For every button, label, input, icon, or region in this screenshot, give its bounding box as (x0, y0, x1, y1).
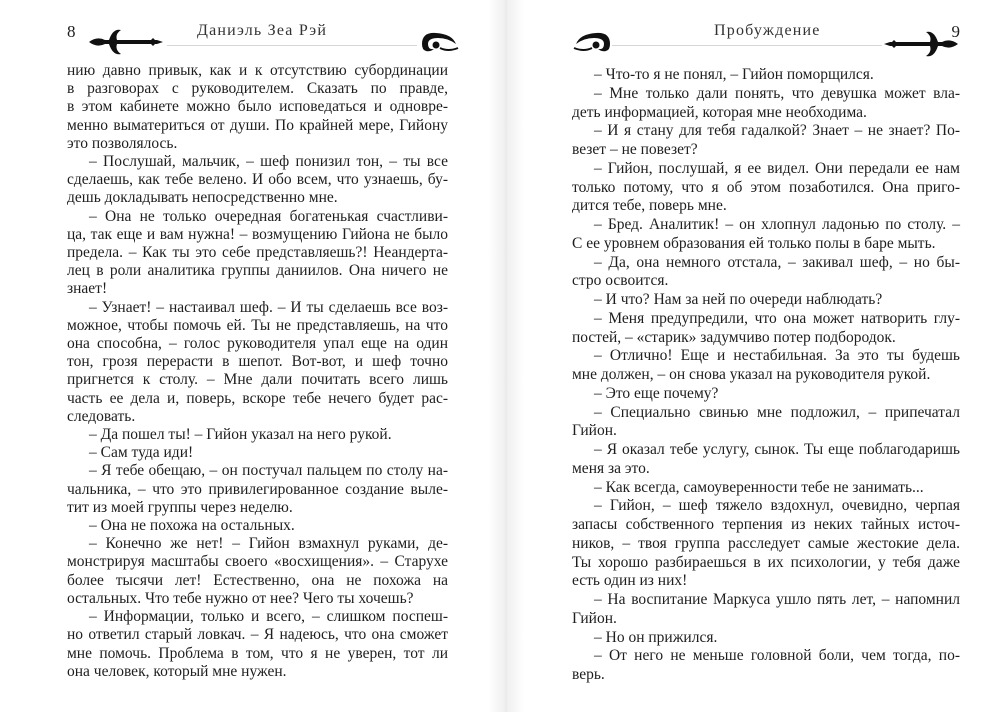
paragraph (572, 629, 960, 648)
text-line: – Да пошел ты! – Гийон указал на него рукой. (89, 426, 392, 444)
text-line: чальника, – что это привилегированное создание выле- (67, 480, 448, 498)
paragraph (572, 216, 960, 254)
text-line: – Бред. Аналитик! – он хлопнул ладонью по столу. – (594, 216, 960, 233)
paragraph (572, 347, 960, 385)
paragraph (67, 517, 448, 535)
page-text (572, 66, 960, 685)
text-line: знает! (67, 280, 108, 298)
text-line: лец в роли аналитика группы даниилов. Она ничего не (67, 262, 448, 280)
text-line: Ты хорошо разбираешься в их психологии, у тебя даже (572, 553, 960, 571)
fleuron-arrow-icon (87, 26, 163, 58)
text-line: – Это еще почему? (594, 384, 719, 402)
paragraph (572, 591, 960, 629)
text-line: – Да, она немного отстала, – закивал шеф, – но бы- (594, 253, 960, 271)
swirl-ornament-icon (418, 30, 460, 54)
page-number: 8 (67, 22, 76, 41)
text-line: мне помочь. Проблема в том, что я не уверен, тот ли (67, 644, 448, 662)
paragraph (572, 310, 960, 348)
text-line: – И что? Нам за ней по очереди наблюдать? (594, 291, 883, 308)
text-line: – Послушай, мальчик, – шеф понизил тон, – ты все (89, 153, 448, 171)
swirl-ornament-icon (572, 30, 614, 54)
text-line: сделаешь, как тебе велено. И обо всем, что узнаешь, бу- (67, 171, 448, 189)
text-line: везет – не повезет? (572, 141, 698, 158)
text-line: дешь докладывать непосредственно мне. (67, 189, 338, 207)
text-line: пригнется к столу. – Мне дали почитать всего лишь (67, 371, 448, 389)
text-line: – Конечно же нет! – Гийон взмахнул руками, де- (89, 535, 448, 553)
paragraph (572, 122, 960, 160)
text-line: – Информации, только и всего, – слишком поспеш- (89, 608, 448, 626)
text-line: – И я стану для тебя гадалкой? Знает – не знает? По- (594, 122, 960, 140)
text-line: нию давно привык, как и к отсутствию субординации (67, 62, 448, 79)
text-line: – Как всегда, самоуверенности тебе не занимать... (594, 478, 924, 496)
header-rule (167, 45, 417, 46)
paragraph (67, 153, 448, 208)
paragraph (572, 66, 960, 85)
text-line: – На воспитание Маркуса ушло пять лет, – напомнил (594, 591, 960, 608)
right-page (572, 0, 960, 712)
text-line: запасы собственного терпения из неких тайных источ- (572, 516, 960, 533)
text-line: меня за это. (572, 459, 650, 477)
text-line: – Гийон, – шеф тяжело вздохнул, очевидно, черпая (594, 497, 960, 515)
text-line: – Отлично! Еще и нестабильная. За это ты будешь (594, 347, 960, 365)
paragraph (572, 647, 960, 685)
paragraph (572, 497, 960, 591)
text-line: мне должен, – он снова указал на руководителя рукой. (572, 366, 931, 383)
text-line: – Что-то я не понял, – Гийон поморщился. (594, 66, 874, 83)
text-line: – Мне только дали понять, что девушка может вла- (594, 84, 960, 102)
text-line: это позволялось. (67, 134, 178, 152)
text-line: ников, – твоя группа расследует самые жестокие дела. (572, 534, 960, 552)
text-line: есть один из них! (572, 572, 688, 590)
text-line: но ответил старый ловкач. – Я надеюсь, что она сможет (67, 626, 448, 644)
paragraph (67, 462, 448, 517)
text-line: в разговорах с руководителем. Сказать по правде, (67, 80, 448, 98)
text-line: следовать. (67, 407, 136, 425)
paragraph (67, 208, 448, 299)
text-line: С ее уровнем образования ей только полы в баре мыть. (572, 234, 936, 252)
text-line: – Меня предупредили, что она может натворить глу- (594, 309, 960, 327)
paragraph (67, 299, 448, 426)
text-line: – Я оказал тебе услугу, сынок. Ты еще поблагодаришь (594, 441, 960, 458)
paragraph (67, 535, 448, 608)
paragraph (572, 385, 960, 404)
text-line: только потому, что я об этом позаботился. Она приго- (572, 178, 960, 196)
paragraph (67, 426, 448, 444)
paragraph (67, 444, 448, 462)
text-line: часть ее дела и, поверь, вскоре тебе нечего будет рас- (67, 389, 448, 407)
text-line: – От него не меньше головной боли, чем тогда, по- (594, 647, 960, 665)
paragraph (572, 160, 960, 216)
text-line: деть информацией, которая мне необходима. (572, 103, 867, 121)
text-line: – Она не похожа на остальных. (89, 517, 295, 535)
text-line: – Я тебе обещаю, – он постучал пальцем по столу на- (89, 462, 448, 480)
page-number: 9 (951, 22, 960, 41)
text-line: более тысячи лет! Естественно, она не похожа на (67, 571, 448, 589)
running-head-author: Даниэль Зеа Рэй (197, 22, 328, 39)
text-line: верь. (572, 666, 605, 683)
page-text (67, 62, 448, 681)
text-line: в этом кабинете можно было исповедаться и одновре- (67, 98, 448, 116)
text-line: – Специально свинью мне подложил, – припечатал (594, 403, 960, 421)
text-line: дится тебе, поверь мне. (572, 197, 727, 215)
text-line: предела. – Как ты это себе представляешь?! Неандерта- (67, 244, 448, 262)
paragraph (572, 441, 960, 479)
text-line: остальных. Что тебе нужно от нее? Чего ты хочешь? (67, 589, 414, 607)
fleuron-arrow-icon (884, 28, 960, 60)
text-line: – Гийон, послушай, я ее видел. Они передали ее нам (594, 159, 960, 177)
text-line: Гийон. (572, 422, 617, 440)
text-line: монстрируя масштабы своего «восхищения». – Старухе (67, 553, 448, 571)
paragraph (572, 85, 960, 123)
text-line: – Но он прижился. (594, 628, 718, 646)
text-line: – Она не только очередная богатенькая счастливи- (89, 207, 448, 225)
paragraph (572, 291, 960, 310)
text-line: можное, чтобы помочь ей. Ты не представляешь, на что (67, 316, 448, 334)
text-line: менно выматериться от души. По крайней мере, Гийону (67, 116, 448, 134)
text-line: она человек, который мне нужен. (67, 662, 287, 680)
text-line: постей, – «старик» задумчиво потер подбородок. (572, 328, 896, 346)
paragraph (67, 62, 448, 153)
text-line: тит из моей группы через неделю. (67, 498, 293, 516)
text-line: тон, грозя перерасти в шепот. Вот-вот, и шеф точно (67, 353, 448, 371)
text-line: ца, так еще и вам нужна! – возмущению Гийона не было (67, 225, 448, 243)
text-line: стро освоится. (572, 272, 669, 290)
paragraph (67, 608, 448, 681)
book-gutter (488, 0, 524, 712)
paragraph (572, 254, 960, 292)
header-rule (612, 45, 882, 46)
running-head-chapter: Пробуждение (714, 22, 821, 39)
left-page (67, 0, 448, 712)
text-line: – Сам туда иди! (89, 444, 194, 462)
text-line: она способна, – голос руководителя упал еще на один (67, 335, 448, 353)
text-line: Гийон. (572, 609, 617, 627)
paragraph (572, 479, 960, 498)
paragraph (572, 404, 960, 442)
text-line: – Узнает! – настаивал шеф. – И ты сделаешь все воз- (89, 298, 448, 316)
